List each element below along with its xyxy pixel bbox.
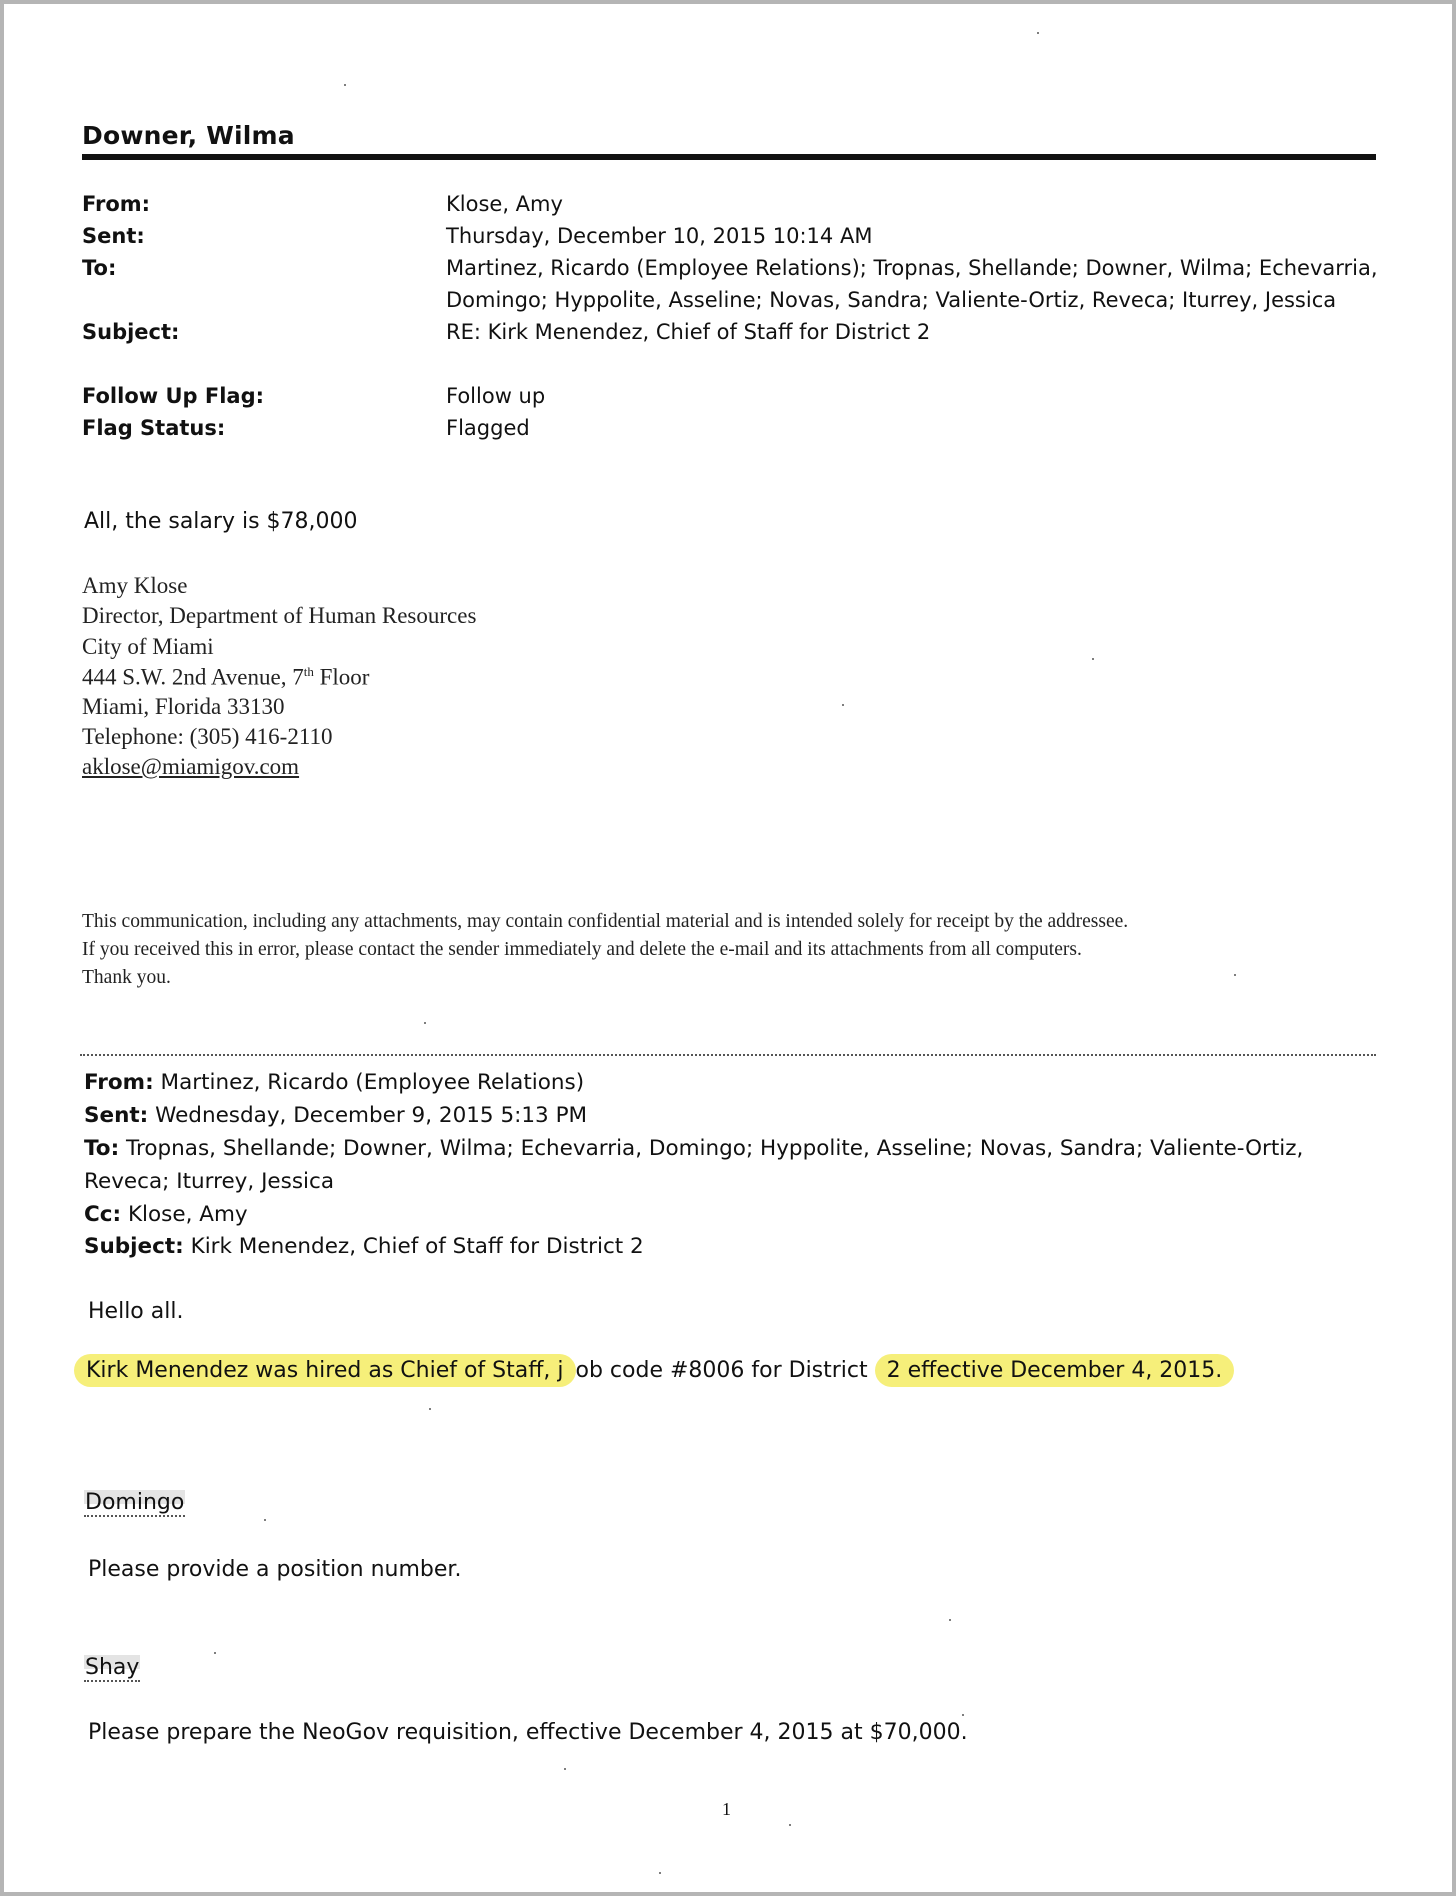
page-number: 1 bbox=[722, 1799, 731, 1819]
flag-status-label: Flag Status: bbox=[82, 416, 226, 440]
follow-up-label: Follow Up Flag: bbox=[82, 384, 264, 408]
signature-phone: Telephone: (305) 416-2110 bbox=[82, 724, 333, 749]
scan-speck bbox=[264, 1519, 266, 1521]
scan-speck bbox=[214, 1652, 216, 1654]
scan-speck bbox=[789, 1824, 791, 1826]
signature-title: Director, Department of Human Resources bbox=[82, 603, 477, 628]
disclaimer-line-3: Thank you. bbox=[82, 967, 171, 988]
original-cc: Cc: Klose, Amy bbox=[84, 1202, 248, 1227]
scan-speck bbox=[949, 1619, 951, 1621]
disclaimer-line-1: This communication, including any attachments, may contain confidential material and is intended solely for receipt by the addressee. bbox=[82, 911, 1129, 932]
request-position-number: Please provide a position number. bbox=[88, 1557, 462, 1582]
signature-email-link[interactable]: aklose@miamigov.com bbox=[82, 754, 300, 779]
signature-name: Amy Klose bbox=[82, 573, 188, 598]
scan-speck bbox=[842, 704, 844, 706]
disclaimer bbox=[82, 908, 1382, 992]
title-rule bbox=[82, 154, 1376, 160]
document-title: Downer, Wilma bbox=[82, 121, 295, 150]
sent-value: Thursday, December 10, 2015 10:14 AM bbox=[446, 224, 873, 248]
scan-speck bbox=[564, 1768, 566, 1770]
subject-label: Subject: bbox=[82, 320, 180, 344]
original-to-line2: Reveca; Iturrey, Jessica bbox=[84, 1169, 335, 1194]
recipient-name-domingo: Domingo bbox=[85, 1490, 185, 1515]
request-requisition: Please prepare the NeoGov requisition, effective December 4, 2015 at $70,000. bbox=[88, 1720, 968, 1745]
sent-label: Sent: bbox=[82, 224, 145, 248]
hire-announcement: Kirk Menendez was hired as Chief of Staff, j ob code #8006 for District 2 effective December 4, 2015. bbox=[74, 1358, 1234, 1383]
highlight-1: Kirk Menendez was hired as Chief of Staff, j bbox=[74, 1354, 576, 1387]
subject-value: RE: Kirk Menendez, Chief of Staff for District 2 bbox=[446, 320, 931, 344]
greeting: Hello all. bbox=[88, 1299, 184, 1324]
highlight-2: 2 effective December 4, 2015. bbox=[875, 1354, 1235, 1387]
signature-address: 444 S.W. 2nd Avenue, 7th Floor bbox=[82, 664, 370, 690]
original-to: To: Tropnas, Shellande; Downer, Wilma; Echevarria, Domingo; Hyppolite, Asseline; Novas, Sandra; Valiente-Ortiz, bbox=[84, 1136, 1304, 1161]
disclaimer-line-2: If you received this in error, please contact the sender immediately and delete the e-mail and its attachments from all computers. bbox=[82, 939, 1082, 960]
scan-speck bbox=[344, 84, 346, 86]
scan-speck bbox=[429, 1408, 431, 1410]
scan-speck bbox=[659, 1872, 661, 1874]
reply-body: All, the salary is $78,000 bbox=[84, 509, 358, 534]
follow-up-value: Follow up bbox=[446, 384, 546, 408]
message-separator bbox=[80, 1054, 1376, 1056]
to-value-line1: Martinez, Ricardo (Employee Relations); Tropnas, Shellande; Downer, Wilma; Echevarria, bbox=[446, 256, 1378, 280]
signature-org: City of Miami bbox=[82, 634, 214, 659]
signature-city: Miami, Florida 33130 bbox=[82, 694, 285, 719]
scan-speck bbox=[424, 1022, 426, 1024]
scan-speck bbox=[1037, 32, 1039, 34]
flag-status-value: Flagged bbox=[446, 416, 530, 440]
recipient-name-shay: Shay bbox=[85, 1655, 140, 1680]
original-subject: Subject: Kirk Menendez, Chief of Staff for District 2 bbox=[84, 1234, 644, 1259]
to-label: To: bbox=[82, 256, 117, 280]
scan-speck bbox=[1092, 658, 1094, 660]
scan-speck bbox=[962, 1714, 964, 1716]
from-value: Klose, Amy bbox=[446, 192, 563, 216]
to-value-line2: Domingo; Hyppolite, Asseline; Novas, Sandra; Valiente-Ortiz, Reveca; Iturrey, Jessica bbox=[446, 288, 1337, 312]
from-label: From: bbox=[82, 192, 151, 216]
scan-speck bbox=[1234, 974, 1236, 976]
original-sent: Sent: Wednesday, December 9, 2015 5:13 PM bbox=[84, 1103, 588, 1128]
original-from: From: Martinez, Ricardo (Employee Relations) bbox=[84, 1070, 585, 1095]
